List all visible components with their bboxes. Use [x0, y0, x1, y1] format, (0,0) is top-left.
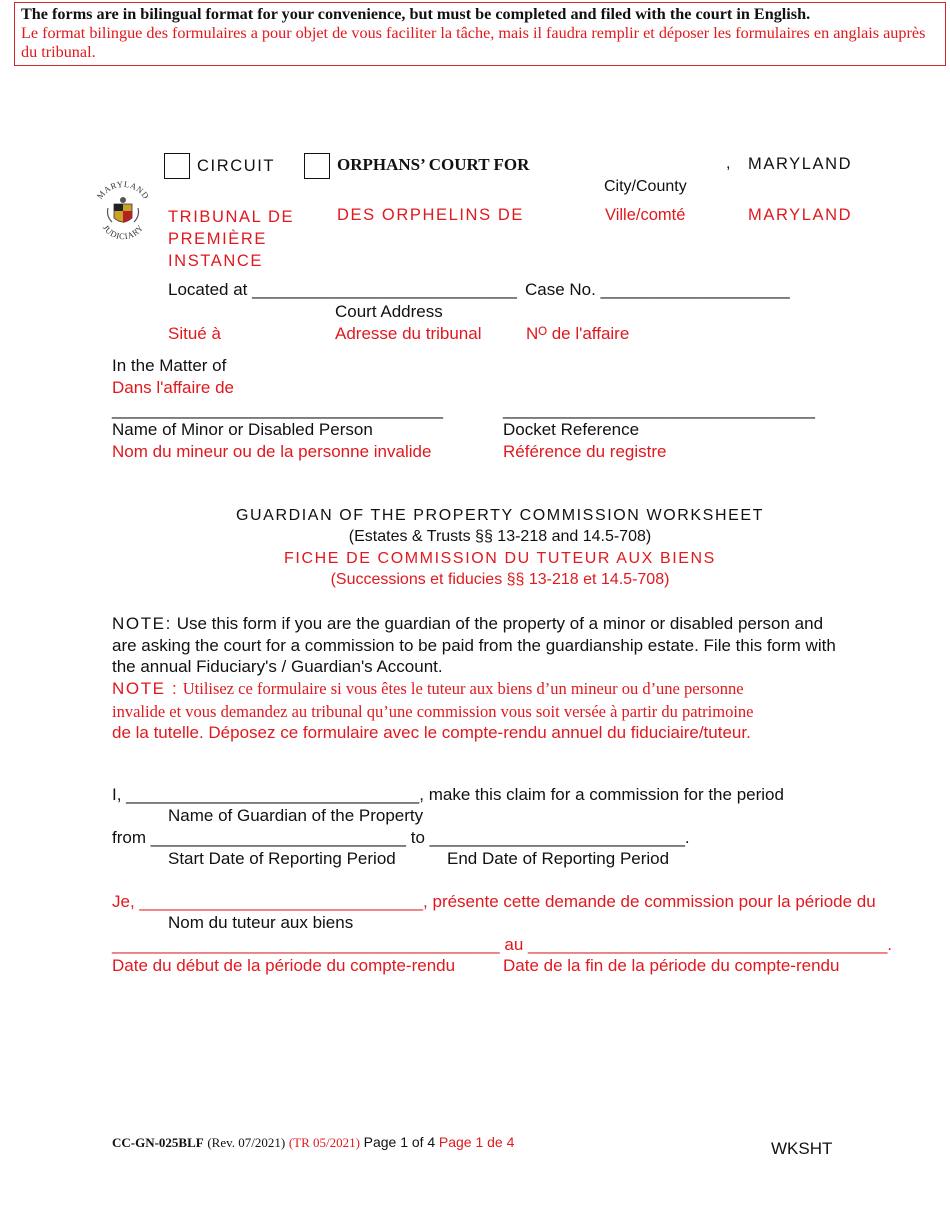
maryland-label: MARYLAND [748, 155, 853, 173]
circuit-label-fr [168, 206, 294, 272]
note-french [112, 678, 842, 744]
claim-english-line2[interactable]: from ___________________________ to ___________________________. [112, 828, 690, 847]
minor-name-label: Name of Minor or Disabled Person [112, 420, 373, 439]
case-number-field[interactable]: Case No. ____________________ [525, 280, 790, 299]
title-english-subtitle: (Estates & Trusts §§ 13-218 and 14.5-708) [348, 528, 652, 545]
docket-reference-label-fr: Référence du registre [503, 442, 667, 461]
maryland-label-fr: MARYLAND [748, 206, 853, 224]
bilingual-notice-banner [14, 2, 946, 66]
situe-a-label: Situé à [168, 324, 221, 343]
form-code: WKSHT [771, 1139, 833, 1158]
end-date-label: End Date of Reporting Period [447, 849, 670, 868]
court-address-label: Court Address [335, 302, 443, 321]
adresse-label: Adresse du tribunal [335, 324, 482, 343]
minor-name-label-fr: Nom du mineur ou de la personne invalide [112, 442, 432, 461]
note-english-line2: are asking the court for a commission to be paid from the guardianship estate. File this form with [112, 635, 836, 655]
banner-english-text: The forms are in bilingual format for your convenience, but must be completed and filed with the court in English. [21, 5, 811, 23]
title-english: GUARDIAN OF THE PROPERTY COMMISSION WORKSHEET [235, 507, 765, 524]
svg-text:JUDICIARY [101, 223, 145, 242]
in-the-matter-label: In the Matter of [112, 356, 227, 375]
numero-affaire-label: Nᴼ de l'affaire [526, 324, 630, 343]
revision: (Rev. 07/2021) [207, 1135, 286, 1150]
city-county-label: City/County [604, 178, 687, 195]
circuit-court-checkbox[interactable] [164, 153, 190, 179]
dans-affaire-label: Dans l'affaire de [112, 378, 235, 397]
circuit-label: CIRCUIT [197, 157, 276, 175]
note-english-line3: the annual Fiduciary's / Guardian's Account. [112, 657, 443, 676]
footer-form-info [112, 1134, 514, 1151]
city-county-label-fr: Ville/comté [605, 206, 686, 224]
end-date-label-fr: Date de la fin de la période du compte-rendu [503, 956, 840, 975]
docket-reference-field[interactable]: _________________________________ [503, 400, 816, 419]
note-english [112, 613, 842, 678]
seal-top-text: MARYLAND [94, 178, 152, 201]
note-english-prefix: NOTE: [112, 614, 172, 633]
start-date-label-fr: Date du début de la période du compte-rendu [112, 956, 456, 975]
orphans-court-label: ORPHANS’ COURT FOR [337, 155, 530, 174]
maryland-judiciary-seal [92, 178, 154, 254]
title-french: FICHE DE COMMISSION DU TUTEUR AUX BIENS [284, 550, 716, 567]
start-date-label: Start Date of Reporting Period [168, 849, 396, 868]
orphans-label-fr: DES ORPHELINS DE [337, 206, 524, 224]
banner-french-text: Le format bilingue des formulaires a pour objet de vous faciliter la tâche, mais il faudra remplir et déposer les formulaires en anglais auprès du tribunal. [21, 24, 926, 61]
page-number: Page 1 of 4 [363, 1134, 436, 1150]
docket-reference-label: Docket Reference [503, 420, 640, 439]
claim-english-line1[interactable]: I, _______________________________, make this claim for a commission for the period [112, 785, 784, 804]
form-id: CC-GN-025BLF [112, 1135, 204, 1150]
note-french-line2: invalide et vous demandez au tribunal qu’une commission vous soit versée à partir du patrimoine [112, 701, 754, 721]
located-at-field[interactable]: Located at ____________________________ [168, 280, 517, 299]
claim-french-line2[interactable]: _________________________________________ au ______________________________________. [112, 935, 892, 954]
guardian-name-label-fr: Nom du tuteur aux biens [168, 913, 354, 932]
title-french-subtitle: (Successions et fiducies §§ 13-218 et 14.5-708) [330, 571, 670, 588]
circuit-label-fr-line2: PREMIÈRE [168, 230, 267, 248]
circuit-label-fr-line3: INSTANCE [168, 252, 264, 270]
claim-french-line1[interactable]: Je, ______________________________, présente cette demande de commission pour la période du [112, 892, 876, 911]
circuit-label-fr-line1: TRIBUNAL DE [168, 208, 295, 226]
minor-name-field[interactable]: ___________________________________ [112, 400, 443, 419]
note-english-line1: Use this form if you are the guardian of the property of a minor or disabled person and [176, 614, 824, 633]
seal-bottom-text: JUDICIARY [100, 222, 146, 242]
note-french-line1: Utilisez ce formulaire si vous êtes le tuteur aux biens d’un mineur ou d’une personne [182, 679, 744, 698]
note-french-line3: de la tutelle. Déposez ce formulaire avec le compte-rendu annuel du fiduciaire/tuteur. [112, 723, 751, 742]
comma: , [726, 155, 731, 172]
translation-revision: (TR 05/2021) [288, 1135, 360, 1150]
guardian-name-label: Name of Guardian of the Property [168, 806, 424, 825]
page-number-fr: Page 1 de 4 [438, 1134, 515, 1150]
note-french-prefix: NOTE : [112, 679, 179, 698]
orphans-court-checkbox[interactable] [304, 153, 330, 179]
